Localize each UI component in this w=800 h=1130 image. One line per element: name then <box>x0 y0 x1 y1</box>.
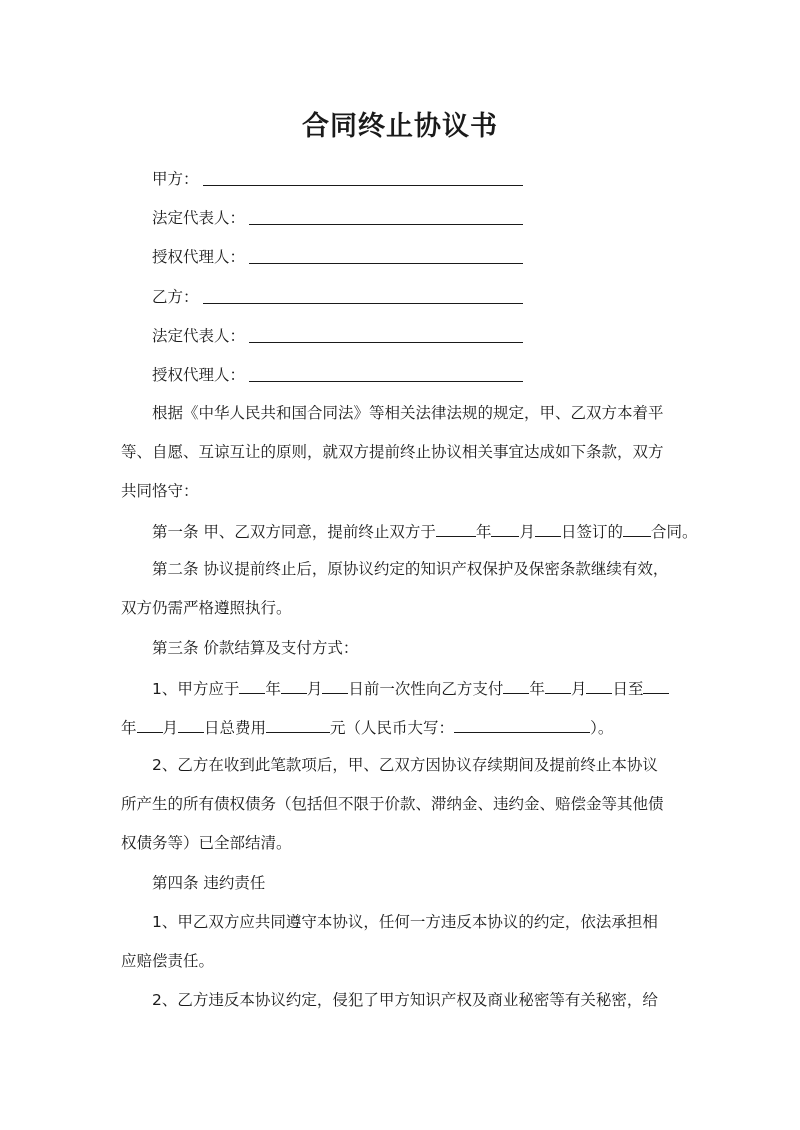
party-a-rep-field <box>152 207 523 229</box>
article-1-text-c: 月 <box>519 523 535 541</box>
party-a-rep-blank <box>249 224 523 225</box>
article-1-text-a: 第一条 甲、乙双方同意，提前终止双方于 <box>152 523 436 541</box>
period-end-year-blank <box>643 676 669 694</box>
article-3-item-1-text-b: 年 <box>265 680 281 698</box>
article-4-item-1-line-2: 应赔偿责任。 <box>121 952 215 970</box>
period-start-day-blank <box>586 676 612 694</box>
period-start-year-blank <box>503 676 529 694</box>
article-3-item-2-line-1: 2、乙方在收到此笔款项后，甲、乙双方因协议存续期间及提前终止本协议 <box>152 756 658 774</box>
article-1-year-blank <box>436 519 476 537</box>
article-3-heading: 第三条 价款结算及支付方式： <box>152 639 359 657</box>
article-3-item-1-text-j: 日总费用 <box>204 719 267 737</box>
amount-in-words-blank <box>454 715 590 733</box>
payment-year-blank <box>239 676 265 694</box>
article-3-item-1-text-c: 月 <box>306 680 323 698</box>
party-a-agent-blank <box>249 263 523 264</box>
party-a-agent-field <box>152 246 523 268</box>
article-3-item-1-text-g: 日至 <box>612 680 644 698</box>
party-b-agent-blank <box>249 381 523 382</box>
article-3-item-1-text-i: 月 <box>162 719 179 737</box>
article-1-text-b: 年 <box>475 523 492 541</box>
payment-month-blank <box>281 676 307 694</box>
period-end-day-blank <box>178 715 204 733</box>
article-3-item-1-text-d: 日前一次性向乙方支付 <box>348 680 504 698</box>
party-a-label: 甲方： <box>152 170 199 188</box>
article-4-item-2-line-1: 2、乙方违反本协议约定，侵犯了甲方知识产权及商业秘密等有关秘密，给 <box>152 991 658 1009</box>
intro-line-2: 等、自愿、互谅互让的原则，就双方提前终止协议相关事宜达成如下条款，双方 <box>121 443 664 461</box>
article-3-item-1-text-l: ）。 <box>590 719 614 737</box>
article-3-item-1-line-2 <box>121 715 613 739</box>
article-3-item-2-line-2: 所产生的所有债权债务（包括但不限于价款、滞纳金、违约金、赔偿金等其他债 <box>121 795 664 813</box>
article-3-item-1-text-f: 月 <box>570 680 587 698</box>
article-1-day-blank <box>535 519 561 537</box>
party-b-rep-blank <box>249 342 523 343</box>
article-3-item-1-text-h: 年 <box>121 719 137 737</box>
article-3-item-1-text-k: 元（人民币大写： <box>330 719 455 737</box>
party-b-agent-field <box>152 364 523 386</box>
party-b-rep-label: 法定代表人： <box>152 327 246 345</box>
party-b-rep-field <box>152 325 523 347</box>
article-3-item-2-line-3: 权债务等）已全部结清。 <box>121 834 292 852</box>
party-a-rep-label: 法定代表人： <box>152 209 246 227</box>
period-end-month-blank <box>137 715 163 733</box>
party-a-field <box>152 168 523 190</box>
party-b-blank <box>203 303 523 304</box>
intro-line-3: 共同恪守： <box>121 482 199 500</box>
party-a-blank <box>203 185 523 186</box>
article-1 <box>152 519 698 543</box>
document-title: 合同终止协议书 <box>302 111 498 142</box>
article-1-text-d: 日签订的 <box>560 523 623 541</box>
article-4-heading: 第四条 违约责任 <box>152 874 266 892</box>
party-a-agent-label: 授权代理人： <box>152 248 246 266</box>
article-3-item-1-text-e: 年 <box>529 680 545 698</box>
article-1-month-blank <box>491 519 519 537</box>
article-3-item-1-line-1 <box>152 676 669 700</box>
party-b-label: 乙方： <box>152 288 199 306</box>
intro-line-1: 根据《中华人民共和国合同法》等相关法律法规的规定，甲、乙双方本着平 <box>152 404 664 422</box>
article-2-line-2: 双方仍需严格遵照执行。 <box>121 599 292 617</box>
party-b-agent-label: 授权代理人： <box>152 366 246 384</box>
period-start-month-blank <box>545 676 571 694</box>
article-3-item-1-text-a: 1、甲方应于 <box>152 680 240 698</box>
article-1-text-e: 合同。 <box>650 523 698 541</box>
article-4-item-1-line-1: 1、甲乙双方应共同遵守本协议，任何一方违反本协议的约定，依法承担相 <box>152 913 658 931</box>
amount-blank <box>266 715 330 733</box>
article-1-contract-blank <box>623 519 651 537</box>
article-2-line-1: 第二条 协议提前终止后，原协议约定的知识产权保护及保密条款继续有效， <box>152 560 669 578</box>
payment-day-blank <box>322 676 348 694</box>
party-b-field <box>152 286 523 308</box>
